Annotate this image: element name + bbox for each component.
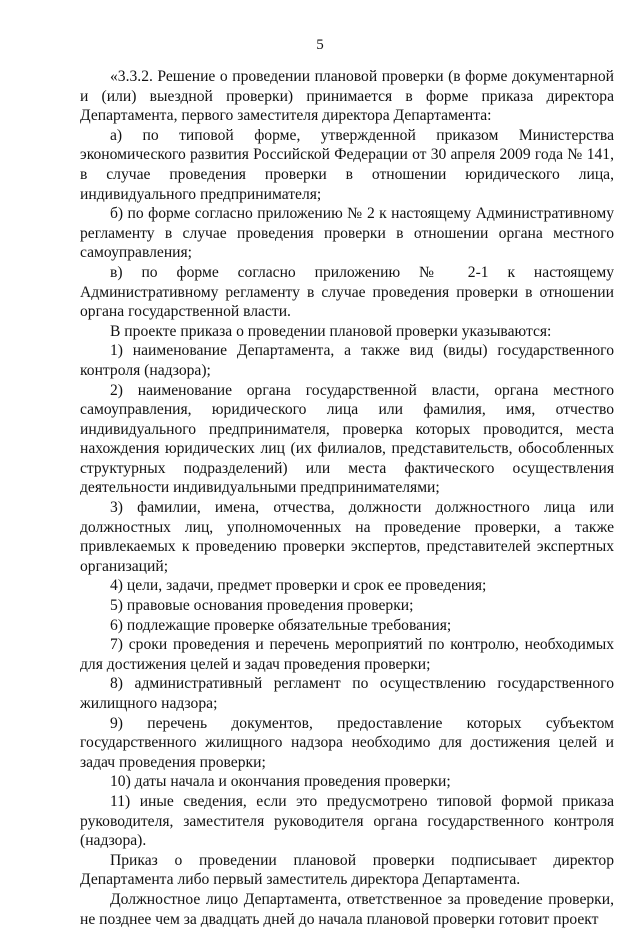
list-item-4: 4) цели, задачи, предмет проверки и срок ее проведения;: [110, 577, 487, 595]
paragraph-3-3-2: «3.3.2. Решение о проведении плановой проверки (в форме документарной и (или) выездной проверки) принимается в форме приказа директора Департамента, первого заместителя директора Департамента:: [80, 68, 614, 125]
list-item-9: 9) перечень документов, предоставление которых субъектом государственного жилищного надзора необходимо для достижения целей и задач проведения проверки;: [80, 714, 614, 771]
list-item-11: 11) иные сведения, если это предусмотрено типовой формой приказа руководителя, заместителя руководителя органа государственного контроля (надзора).: [80, 792, 614, 850]
list-item-5: 5) правовые основания проведения проверки;: [110, 597, 414, 615]
paragraph-responsible-official: Должностное лицо Департамента, ответственное за проведение проверки, не позднее чем за двадцать дней до начала плановой проверки готовит проект: [80, 890, 614, 928]
list-item-1: 1) наименование Департамента, а также вид (виды) государственного контроля (надзора);: [80, 342, 614, 379]
list-item-2: 2) наименование органа государственной власти, органа местного самоуправления, юридического лица или фамилия, имя, отчество индивидуального предпринимателя, проверка которых проводится, места нахождения юридических лиц (их филиалов, представительств, обособленных структурных подразделений) или места фактического осуществления деятельности индивидуальными предпринимателями;: [80, 381, 614, 497]
list-item-6: 6) подлежащие проверке обязательные требования;: [110, 616, 452, 634]
paragraph-item-a: а) по типовой форме, утвержденной приказом Министерства экономического развития Российской Федерации от 30 апреля 2009 года № 141, в случае проведения проверки в отношении юридического лица, индивидуального предпринимателя;: [80, 126, 614, 203]
list-item-3: 3) фамилии, имена, отчества, должности должностного лица или должностных лиц, уполномоченных на проведение проверки, а также привлекаемых к проведению проверки экспертов, представителей экспертных организаций;: [80, 499, 614, 575]
list-item-8: 8) административный регламент по осуществлению государственного жилищного надзора;: [80, 675, 614, 712]
list-item-7: 7) сроки проведения и перечень мероприятий по контролю, необходимых для достижения целей и задач проведения проверки;: [80, 636, 614, 673]
page-number: 5: [316, 37, 324, 53]
document-body: [80, 67, 614, 929]
list-item-10: 10) даты начала и окончания проведения проверки;: [110, 773, 451, 791]
paragraph-order-contents-intro: В проекте приказа о проведении плановой проверки указываются:: [110, 322, 552, 340]
paragraph-item-v: в) по форме согласно приложению № 2-1 к настоящему Административному регламенту в случае проведения проверки в отношении органа государственной власти.: [80, 263, 614, 321]
paragraph-order-signing: Приказ о проведении плановой проверки подписывает директор Департамента либо первый заместитель директора Департамента.: [80, 851, 614, 889]
paragraph-item-b: б) по форме согласно приложению № 2 к настоящему Административному регламенту в случае проведения проверки в отношении органа местного самоуправления;: [80, 205, 614, 262]
